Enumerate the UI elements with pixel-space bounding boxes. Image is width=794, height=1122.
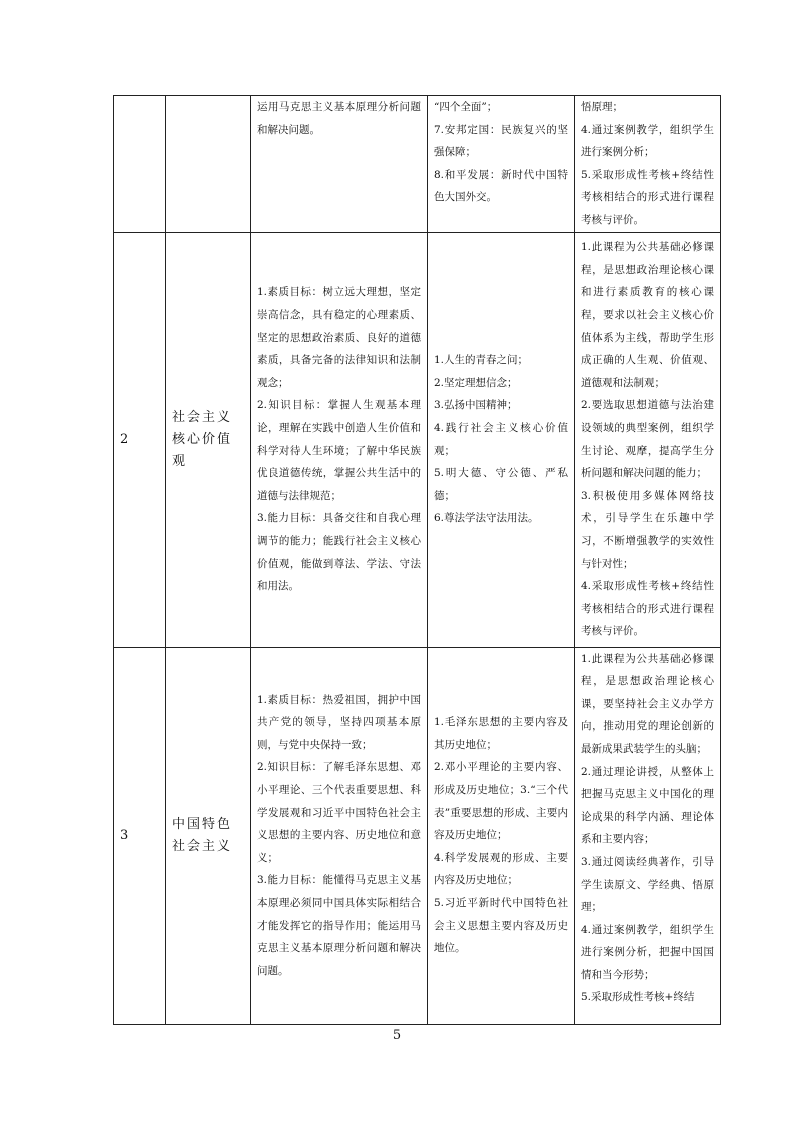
table-row <box>114 647 721 1024</box>
goal-item: 3.能力目标：具备交往和自我心理调节的能力；能践行社会主义核心价值观，能做到尊法、学法、守法和用法。 <box>257 512 421 593</box>
table-row <box>114 96 721 233</box>
goal-item: 3.能力目标：能懂得马克思主义基本原理必须同中国具体实际相结合才能发挥它的指导作用；能运用马克思主义基本原理分析问题和解决问题。 <box>257 874 421 977</box>
content-item: 6.尊法学法守法用法。 <box>434 512 539 525</box>
requirement-item: 3.通过阅读经典著作，引导学生读原文、学经典、悟原理； <box>581 855 714 914</box>
requirement-item: 2.通过理论讲授，从整体上把握马克思主义中国化的理论成果的科学内涵、理论体系和主要内容； <box>581 765 714 846</box>
requirement-item: 5.采取形成性考核+终结 <box>581 991 695 1004</box>
goal-item: 2.知识目标：了解毛泽东思想、邓小平理论、三个代表重要思想、科学发展观和习近平中国特色社会主义思想的主要内容、历史地位和意义； <box>257 761 421 864</box>
row-number-cell <box>114 232 166 647</box>
requirement-item: 1.此课程为公共基础必修课程，是思想政治理论核心课和进行素质教育的核心课程，要求以社会主义核心价值体系为主线，帮助学生形成正确的人生观、价值观、道德观和法制观； <box>581 241 714 389</box>
content-item: 5.习近平新时代中国特色社会主义思想主要内容及历史地位。 <box>434 897 568 955</box>
content-item: 4.科学发展观的形成、主要内容及历史地位； <box>434 851 568 887</box>
course-name: 中国特色社会主义 <box>172 816 233 854</box>
goals-cell <box>251 96 428 233</box>
requirements-cell <box>575 96 721 233</box>
course-name: 社会主义核心价值观 <box>172 409 233 469</box>
requirement-item: 1.此课程为公共基础必修课程，是思想政治理论核心课，要坚持社会主义办学方向，推动用党的理论创新的最新成果武装学生的头脑； <box>581 652 714 755</box>
goal-item: 运用马克思主义基本原理分析问题和解决问题。 <box>257 101 421 136</box>
requirement-item: 2.要选取思想道德与法治建设领域的典型案例，组织学生讨论、观摩，提高学生分析问题和解决问题的能力； <box>581 399 714 480</box>
content-cell <box>428 232 575 647</box>
content-item: 4.践行社会主义核心价值观； <box>434 421 568 457</box>
content-item: 1.毛泽东思想的主要内容及其历史地位； <box>434 716 568 751</box>
goal-item: 1.素质目标：热爱祖国，拥护中国共产党的领导，坚持四项基本原则，与党中央保持一致； <box>257 693 421 751</box>
row-number-cell <box>114 647 166 1024</box>
page-number: 5 <box>392 1028 402 1043</box>
requirement-item: 3.积极使用多媒体网络技术，引导学生在乐趣中学习，不断增强教学的实效性与针对性； <box>581 489 714 570</box>
course-name-cell <box>166 647 251 1024</box>
content-cell <box>428 647 575 1024</box>
content-item: “四个全面”； <box>434 101 498 113</box>
content-item: 7.安邦定国：民族复兴的坚强保障； <box>434 123 568 159</box>
course-name-cell <box>166 232 251 647</box>
content-item: 3.弘扬中国精神； <box>434 399 518 412</box>
content-item: 2.坚定理想信念； <box>434 376 518 389</box>
requirement-item: 悟原理； <box>581 101 623 113</box>
content-item: 1.人生的青春之问； <box>434 354 529 367</box>
content-item: 8.和平发展：新时代中国特色大国外交。 <box>434 168 568 204</box>
goal-item: 1.素质目标：树立远大理想，坚定崇高信念，具有稳定的心理素质、坚定的思想政治素质、良好的道德素质，具备完备的法律知识和法制观念； <box>257 286 421 389</box>
course-name-cell <box>166 96 251 233</box>
row-number: 3 <box>120 828 129 844</box>
goal-item: 2.知识目标：掌握人生观基本理论，理解在实践中创造人生价值和科学对待人生环境；了解中华民族优良道德传统，掌握公共生活中的道德与法律规范； <box>257 399 421 502</box>
requirements-cell <box>575 647 721 1024</box>
requirement-item: 5.采取形成性考核+终结性考核相结合的形式进行课程考核与评价。 <box>581 168 714 226</box>
requirement-item: 4.通过案例教学，组织学生进行案例分析，把握中国国情和当今形势； <box>581 923 714 981</box>
goals-cell <box>251 647 428 1024</box>
content-item: 5.明大德、守公德、严私德； <box>434 467 568 502</box>
requirements-cell <box>575 232 721 647</box>
row-number-cell <box>114 96 166 233</box>
requirement-item: 4.通过案例教学，组织学生进行案例分析； <box>581 123 714 159</box>
content-item: 2.邓小平理论的主要内容、形成及历史地位；3.“三个代表”重要思想的形成、主要内容及历史地位； <box>434 761 568 842</box>
table-row <box>114 232 721 647</box>
course-table <box>113 95 721 1025</box>
content-cell <box>428 96 575 233</box>
goals-cell <box>251 232 428 647</box>
row-number: 2 <box>120 432 129 448</box>
requirement-item: 4.采取形成性考核+终结性考核相结合的形式进行课程考核与评价。 <box>581 580 714 638</box>
